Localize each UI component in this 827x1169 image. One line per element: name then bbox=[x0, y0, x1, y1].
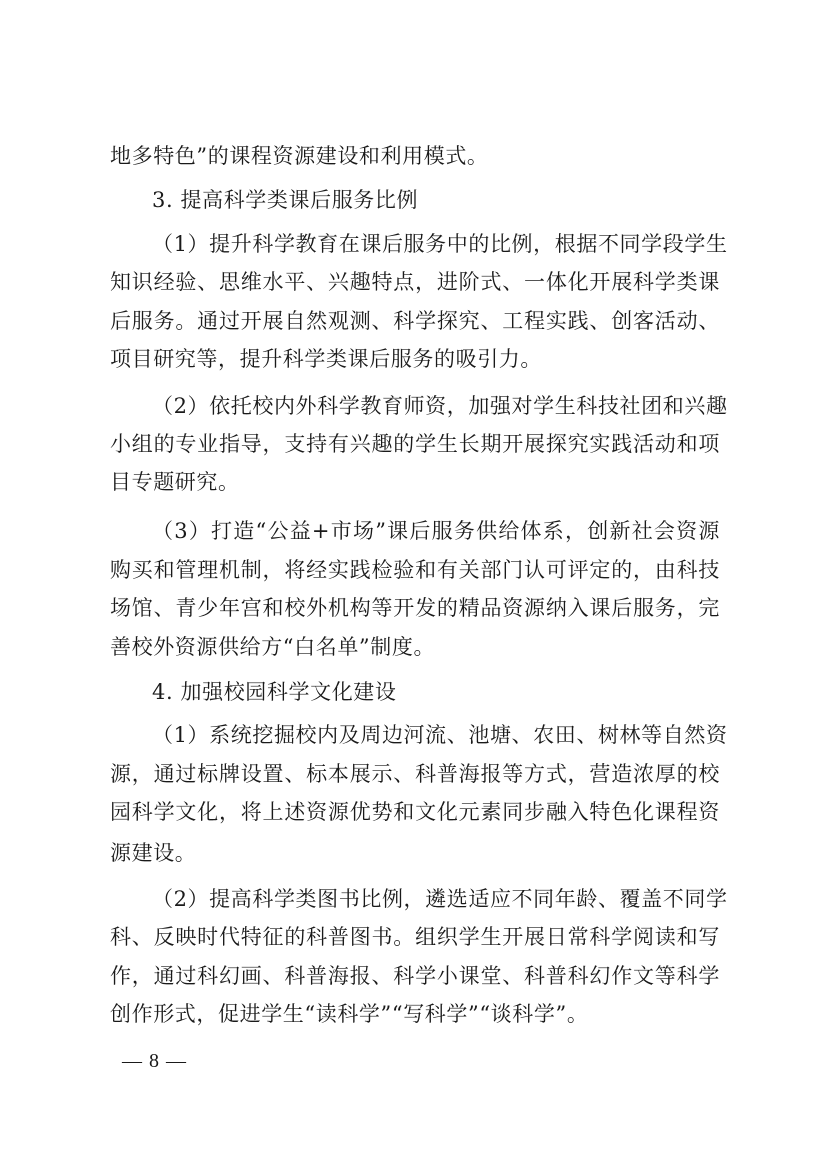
body-text-line: （2）提高科学类图书比例，遴选适应不同年龄、覆盖不同学 bbox=[152, 887, 728, 911]
body-text-line: （1）系统挖掘校内及周边河流、池塘、农田、树林等自然资 bbox=[152, 723, 728, 747]
body-text-line: （1）提升科学教育在课后服务中的比例，根据不同学段学生 bbox=[152, 232, 728, 256]
body-text-line: 园科学文化，将上述资源优势和文化元素同步融入特色化课程资 bbox=[110, 800, 720, 824]
body-text-line: 创作形式，促进学生“读科学”“写科学”“谈科学”。 bbox=[110, 1002, 589, 1026]
body-text-line: 知识经验、思维水平、兴趣特点，进阶式、一体化开展科学类课 bbox=[110, 270, 720, 294]
body-text-line: 目专题研究。 bbox=[110, 470, 240, 494]
body-text-line: 作，通过科幻画、科普海报、科学小课堂、科普科幻作文等科学 bbox=[110, 964, 720, 988]
page-number: — 8 — bbox=[122, 1050, 187, 1072]
body-text-line: 小组的专业指导，支持有兴趣的学生长期开展探究实践活动和项 bbox=[110, 432, 720, 456]
body-text-line: 科、反映时代特征的科普图书。组织学生开展日常科学阅读和写 bbox=[110, 925, 720, 949]
body-text-line: 源，通过标牌设置、标本展示、科普海报等方式，营造浓厚的校 bbox=[110, 762, 720, 786]
body-text-line: 源建设。 bbox=[110, 841, 197, 865]
body-text-line: （2）依托校内外科学教育师资，加强对学生科技社团和兴趣 bbox=[152, 394, 728, 418]
body-text-line: 善校外资源供给方“白名单”制度。 bbox=[110, 635, 436, 659]
body-text-line: 后服务。通过开展自然观测、科学探究、工程实践、创客活动、 bbox=[110, 309, 720, 333]
body-text-line: 项目研究等，提升科学类课后服务的吸引力。 bbox=[110, 347, 542, 371]
body-text-line: 地多特色”的课程资源建设和利用模式。 bbox=[110, 144, 489, 168]
body-text-line: （3）打造“公益+市场”课后服务供给体系，创新社会资源 bbox=[152, 519, 720, 543]
body-text-line: 购买和管理机制，将经实践检验和有关部门认可评定的，由科技 bbox=[110, 558, 720, 582]
section-heading-4: 4. 加强校园科学文化建设 bbox=[152, 680, 397, 704]
section-heading-3: 3. 提高科学类课后服务比例 bbox=[152, 188, 419, 212]
body-text-line: 场馆、青少年宫和校外机构等开发的精品资源纳入课后服务，完 bbox=[110, 596, 720, 620]
